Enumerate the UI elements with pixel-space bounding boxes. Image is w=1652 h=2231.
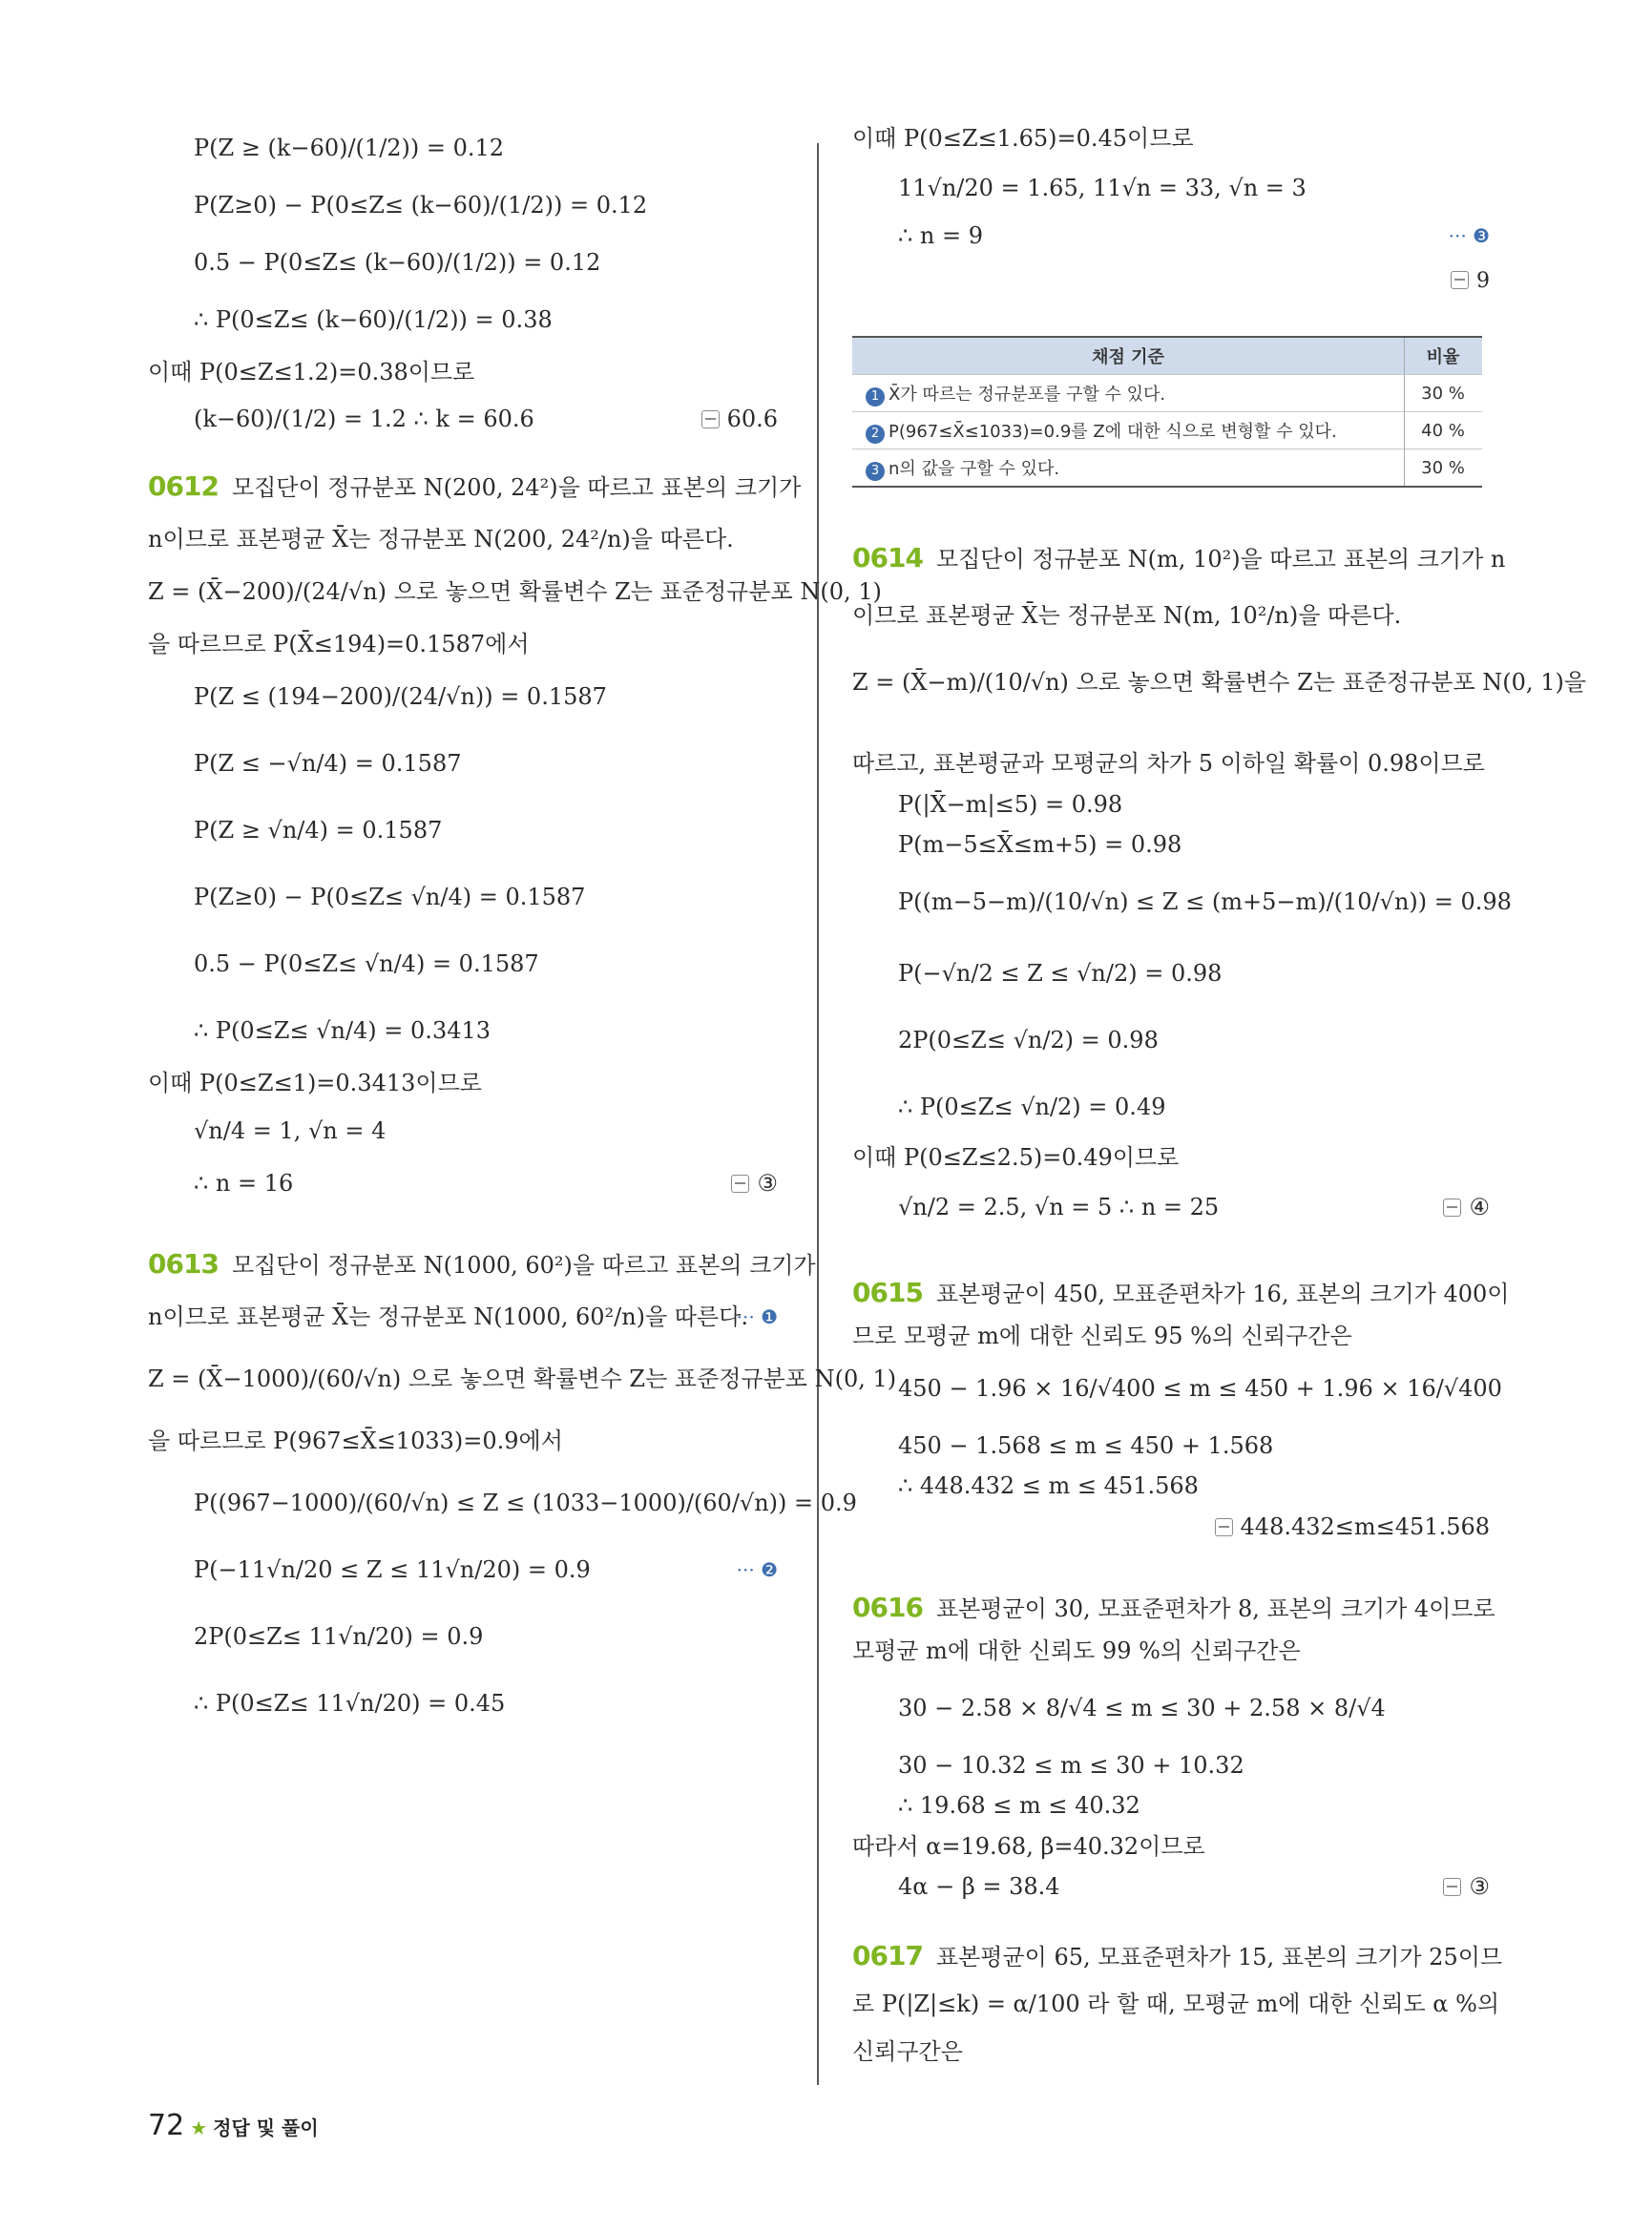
- header-criteria: 채점 기준: [852, 337, 1405, 375]
- math-line: ∴ n = 9: [898, 222, 983, 249]
- problem-0616-line: 0616 표본평균이 30, 모표준편차가 8, 표본의 크기가 4이므로: [852, 1592, 1495, 1623]
- answer: 448.432≤m≤451.568: [1215, 1503, 1490, 1551]
- answer: 9: [1451, 258, 1490, 305]
- math-line: (k−60)/(1/2) = 1.2 ∴ k = 60.6: [194, 406, 534, 432]
- answer-icon: [701, 410, 720, 428]
- text-line: 이때 P(0≤Z≤2.5)=0.49이므로: [852, 1144, 1180, 1171]
- text-line: 모평균 m에 대한 신뢰도 99 %의 신뢰구간은: [852, 1637, 1301, 1664]
- step-marker: ··· ❶: [736, 1305, 778, 1328]
- problem-0614-line: 0614 모집단이 정규분포 N(m, 10²)을 따르고 표본의 크기가 n: [852, 542, 1506, 573]
- text-line: 이때 P(0≤Z≤1.65)=0.45이므로: [852, 125, 1194, 152]
- math-line: ∴ n = 16: [194, 1170, 294, 1197]
- math-line: ∴ P(0≤Z≤ 11√n/20) = 0.45: [194, 1690, 506, 1717]
- math-line: P(m−5≤X̄≤m+5) = 0.98: [898, 831, 1182, 858]
- step-marker: ··· ❷: [736, 1558, 778, 1581]
- page-footer: [148, 2107, 319, 2145]
- math-line: 4α − β = 38.4: [898, 1873, 1060, 1900]
- table-row: [852, 412, 1482, 449]
- math-line: 450 − 1.568 ≤ m ≤ 450 + 1.568: [898, 1432, 1274, 1459]
- math-line: 30 − 2.58 × 8/√4 ≤ m ≤ 30 + 2.58 × 8/√4: [898, 1695, 1386, 1721]
- criteria-cell: 1 X̄가 따르는 정규분포를 구할 수 있다.: [852, 375, 1405, 412]
- table-row: [852, 449, 1482, 488]
- math-line: 2P(0≤Z≤ √n/2) = 0.98: [898, 1027, 1159, 1053]
- star-icon: ★: [190, 2116, 208, 2139]
- math-line: √n/4 = 1, √n = 4: [194, 1117, 387, 1144]
- problem-number: 0615: [852, 1277, 923, 1308]
- text-line: 따르고, 표본평균과 모평균의 차가 5 이하일 확률이 0.98이므로: [852, 750, 1485, 777]
- math-line: P(|X̄−m|≤5) = 0.98: [898, 791, 1123, 818]
- answer-icon: [1215, 1518, 1233, 1536]
- problem-0617-line: 0617 표본평균이 65, 모표준편차가 15, 표본의 크기가 25이므: [852, 1940, 1503, 1971]
- math-line: 450 − 1.96 × 16/√400 ≤ m ≤ 450 + 1.96 × 16/√400: [898, 1375, 1502, 1402]
- problem-0613-line: 0613 모집단이 정규분포 N(1000, 60²)을 따르고 표본의 크기가: [148, 1248, 816, 1280]
- answer-icon: [1443, 1878, 1461, 1896]
- text-line: Z = (X̄−1000)/(60/√n) 으로 놓으면 확률변수 Z는 표준정규분포 N(0, 1): [148, 1366, 897, 1392]
- math-line: ∴ P(0≤Z≤ √n/4) = 0.3413: [194, 1017, 491, 1044]
- problem-number: 0616: [852, 1592, 923, 1623]
- answer: ③: [1443, 1863, 1490, 1910]
- answer: ③: [731, 1159, 778, 1207]
- math-line: 30 − 10.32 ≤ m ≤ 30 + 10.32: [898, 1752, 1244, 1779]
- math-line: 2P(0≤Z≤ 11√n/20) = 0.9: [194, 1623, 484, 1650]
- problem-number: 0612: [148, 470, 219, 502]
- math-line: P(Z ≤ −√n/4) = 0.1587: [194, 750, 462, 777]
- text-line: Z = (X̄−m)/(10/√n) 으로 놓으면 확률변수 Z는 표준정규분포 N(0, 1)을: [852, 669, 1587, 696]
- text-line: 을 따르므로 P(967≤X̄≤1033)=0.9에서: [148, 1428, 563, 1454]
- math-line: 0.5 − P(0≤Z≤ (k−60)/(1/2)) = 0.12: [194, 249, 601, 276]
- problem-0615-line: 0615 표본평균이 450, 모표준편차가 16, 표본의 크기가 400이: [852, 1277, 1510, 1308]
- math-line: P((m−5−m)/(10/√n) ≤ Z ≤ (m+5−m)/(10/√n)) = 0.98: [898, 888, 1512, 915]
- step-marker: ··· ❸: [1448, 224, 1490, 247]
- answer-icon: [731, 1175, 749, 1193]
- text-line: 신뢰구간은: [852, 2038, 963, 2065]
- text-line: 이때 P(0≤Z≤1)=0.3413이므로: [148, 1070, 482, 1096]
- math-line: P(−11√n/20 ≤ Z ≤ 11√n/20) = 0.9: [194, 1556, 591, 1583]
- footer-label: 정답 및 풀이: [213, 2116, 319, 2139]
- ratio-cell: 40 %: [1405, 412, 1483, 449]
- math-line: P(Z≥0) − P(0≤Z≤ (k−60)/(1/2)) = 0.12: [194, 192, 648, 219]
- problem-0612-line: 0612 모집단이 정규분포 N(200, 24²)을 따르고 표본의 크기가: [148, 470, 802, 502]
- criteria-cell: 2 P(967≤X̄≤1033)=0.9를 Z에 대한 식으로 변형할 수 있다.: [852, 412, 1405, 449]
- text-line: 므로 모평균 m에 대한 신뢰도 95 %의 신뢰구간은: [852, 1323, 1352, 1349]
- header-ratio: 비율: [1405, 337, 1483, 375]
- answer: 60.6: [701, 395, 778, 443]
- math-line: √n/2 = 2.5, √n = 5 ∴ n = 25: [898, 1194, 1220, 1220]
- text-line: 이때 P(0≤Z≤1.2)=0.38이므로: [148, 359, 475, 386]
- math-line: ∴ P(0≤Z≤ (k−60)/(1/2)) = 0.38: [194, 306, 553, 333]
- text-line: Z = (X̄−200)/(24/√n) 으로 놓으면 확률변수 Z는 표준정규분포 N(0, 1): [148, 578, 882, 605]
- problem-number: 0614: [852, 542, 923, 573]
- page-number: 72: [148, 2109, 185, 2142]
- ratio-cell: 30 %: [1405, 375, 1483, 412]
- math-line: 0.5 − P(0≤Z≤ √n/4) = 0.1587: [194, 950, 539, 977]
- text-line: n이므로 표본평균 X̄는 정규분포 N(200, 24²/n)을 따른다.: [148, 526, 734, 553]
- text-line: 이므로 표본평균 X̄는 정규분포 N(m, 10²/n)을 따른다.: [852, 602, 1402, 629]
- math-line: P((967−1000)/(60/√n) ≤ Z ≤ (1033−1000)/(60/√n)) = 0.9: [194, 1490, 857, 1516]
- table-header-row: [852, 337, 1482, 375]
- math-line: ∴ 19.68 ≤ m ≤ 40.32: [898, 1792, 1140, 1819]
- answer: ④: [1443, 1183, 1490, 1231]
- problem-number: 0613: [148, 1248, 219, 1280]
- text-line: 따라서 α=19.68, β=40.32이므로: [852, 1833, 1205, 1860]
- problem-number: 0617: [852, 1940, 923, 1971]
- text-line: 로 P(|Z|≤k) = α/100 라 할 때, 모평균 m에 대한 신뢰도 α %의: [852, 1991, 1500, 2017]
- answer-icon: [1451, 271, 1469, 289]
- grading-criteria-table: [852, 336, 1482, 488]
- table-row: [852, 375, 1482, 412]
- math-line: 11√n/20 = 1.65, 11√n = 33, √n = 3: [898, 175, 1307, 201]
- column-divider: [817, 143, 819, 2085]
- answer-icon: [1443, 1199, 1461, 1217]
- math-line: P(−√n/2 ≤ Z ≤ √n/2) = 0.98: [898, 960, 1223, 987]
- math-line: ∴ P(0≤Z≤ √n/2) = 0.49: [898, 1094, 1166, 1120]
- math-line: P(Z ≥ √n/4) = 0.1587: [194, 817, 443, 844]
- text-line: 을 따르므로 P(X̄≤194)=0.1587에서: [148, 631, 530, 657]
- math-line: P(Z ≥ (k−60)/(1/2)) = 0.12: [194, 135, 505, 161]
- ratio-cell: 30 %: [1405, 449, 1483, 488]
- math-line: P(Z ≤ (194−200)/(24/√n)) = 0.1587: [194, 683, 607, 710]
- math-line: P(Z≥0) − P(0≤Z≤ √n/4) = 0.1587: [194, 884, 586, 910]
- math-line: ∴ 448.432 ≤ m ≤ 451.568: [898, 1472, 1199, 1499]
- text-line: n이므로 표본평균 X̄는 정규분포 N(1000, 60²/n)을 따른다.: [148, 1303, 749, 1330]
- criteria-cell: 3 n의 값을 구할 수 있다.: [852, 449, 1405, 488]
